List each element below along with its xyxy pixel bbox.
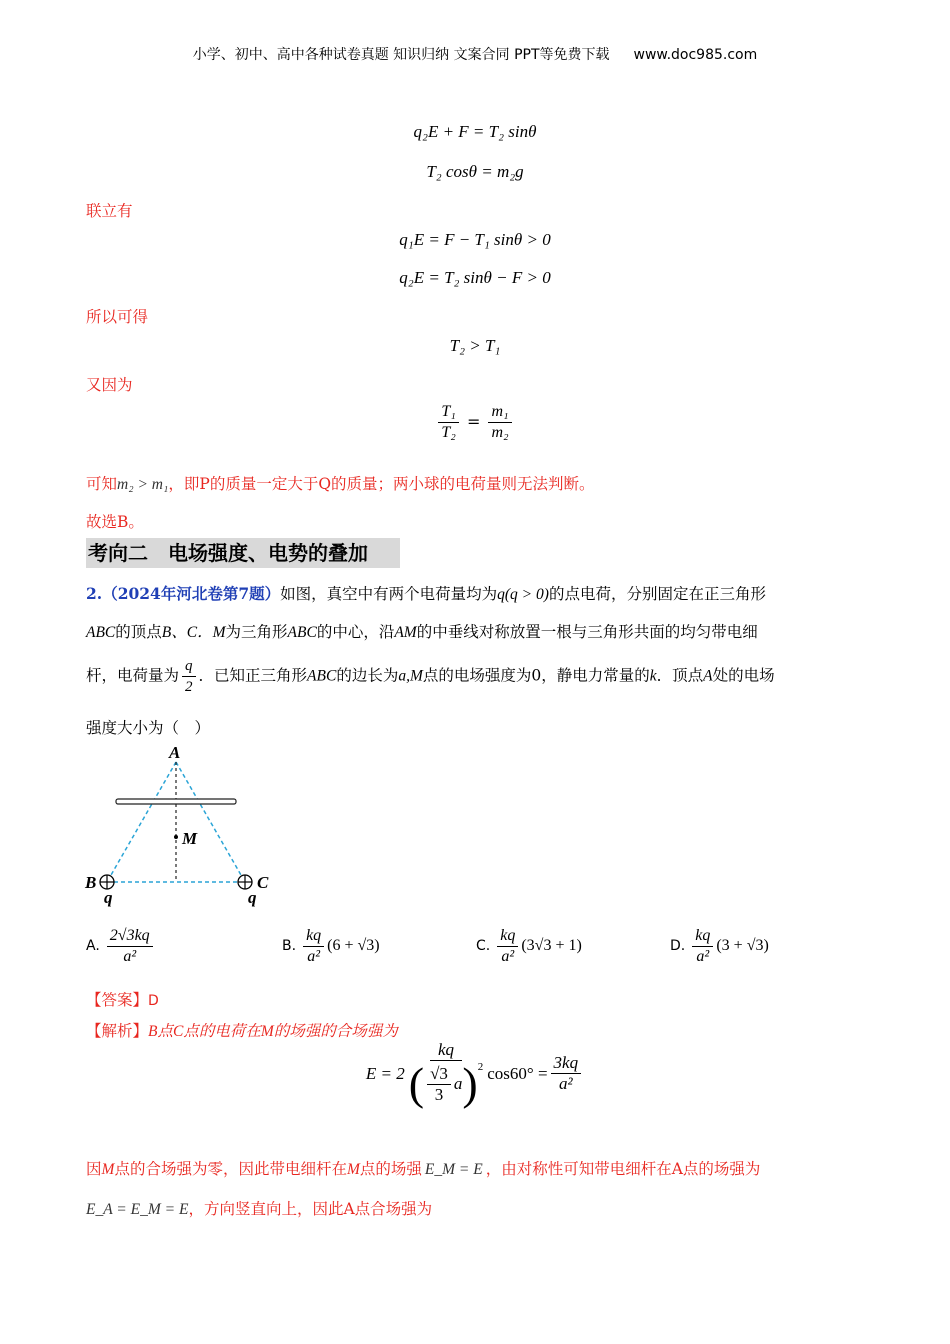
option-b-num: kq	[303, 926, 324, 947]
kezhi-pre: 可知	[86, 475, 118, 493]
triangle-figure	[80, 740, 300, 910]
text-yin	[86, 1157, 760, 1179]
answer-tag: 【答案】	[86, 991, 149, 1009]
option-a-den: a²	[123, 948, 137, 965]
option-b[interactable]	[282, 926, 380, 967]
big-eq-lhs: E = 2	[365, 1063, 405, 1083]
q-am: AM	[394, 624, 417, 641]
equation-3: q₁E = F − T₁ sinθ > 0	[399, 230, 551, 249]
option-d-num: kq	[692, 926, 713, 947]
answer-line	[86, 988, 159, 1010]
option-c-den: a²	[501, 948, 515, 965]
question-line-4: 强度大小为（ ）	[86, 719, 211, 737]
answer-value: D	[148, 993, 159, 1009]
yin-math: E_M = E	[424, 1161, 483, 1178]
side-ac	[176, 762, 245, 882]
text-kezhi	[86, 472, 595, 494]
yin-f: ，由对称性可知带电细杆在A点的场强为	[485, 1160, 761, 1178]
eq6-num-right: m₁	[488, 402, 511, 423]
option-b-tail: (6 + √3)	[327, 937, 380, 955]
question-line-1	[86, 582, 766, 604]
big-eq-rden: a²	[559, 1074, 573, 1093]
option-c-label: C.	[476, 938, 491, 955]
q-frac-den: 2	[185, 679, 193, 695]
big-eq-inner-num: √3	[427, 1064, 451, 1085]
q-line3i: 处的电场	[712, 666, 775, 685]
last-math: E_A = E_M = E	[86, 1201, 189, 1218]
text-suoyi: 所以可得	[86, 308, 149, 326]
q-line2b: B、C．M	[161, 624, 226, 641]
yin-c: 点的合场强为零，因此带电细杆在	[114, 1160, 347, 1178]
q-condition: q(q > 0)	[497, 586, 549, 603]
q-line2e: 的中垂线对称放置一根与三角形共面的均匀带电细	[416, 623, 758, 641]
q-abc-2: ABC	[287, 624, 317, 641]
q-line3f: k	[649, 667, 657, 685]
q-line3g: ．顶点	[656, 666, 704, 685]
option-b-label: B.	[282, 938, 297, 955]
charge-b-icon	[100, 875, 114, 889]
question-number: 2.	[86, 584, 103, 603]
question-line-2	[86, 620, 758, 642]
eq6-num-left: T₁	[438, 402, 458, 423]
option-a-label: A.	[86, 938, 100, 955]
analysis-tag: 【解析】	[86, 1022, 149, 1040]
yin-e: 点的场强	[359, 1160, 422, 1178]
question-source: （2024年河北卷第7题）	[102, 584, 281, 603]
q-line3d: a,M	[398, 667, 423, 685]
yin-b: M	[101, 1161, 115, 1178]
label-qb: q	[104, 888, 113, 907]
big-eq-inner-den: 3	[434, 1084, 444, 1104]
label-qc: q	[248, 888, 257, 907]
option-d-den: a²	[696, 948, 710, 965]
label-a: A	[169, 743, 181, 762]
kezhi-post: ，即P的质量一定大于Q的质量；两小球的电荷量则无法判断。	[168, 475, 595, 493]
yin-a: 因	[86, 1160, 102, 1178]
last-text: ，方向竖直向上，因此A点合场强为	[188, 1200, 433, 1218]
big-eq-rnum: 3kq	[551, 1053, 582, 1074]
q-line2a: 的顶点	[115, 623, 162, 641]
option-c-num: kq	[497, 926, 518, 947]
option-d-label: D.	[670, 938, 686, 955]
equation-5: T₂ > T₁	[449, 336, 501, 355]
q-abc-1: ABC	[86, 624, 116, 641]
q-line1b: 的点电荷，分别固定在正三角形	[548, 585, 766, 603]
eq6-den-right: m₂	[491, 424, 509, 441]
q-line3h: A	[703, 667, 713, 685]
center-point-m	[174, 835, 178, 839]
text-last	[86, 1197, 432, 1219]
option-b-den: a²	[307, 948, 321, 965]
question-line-3	[86, 656, 775, 697]
q-line3e: 点的电场强度为0，静电力常量的	[422, 666, 650, 685]
label-b: B	[85, 873, 97, 892]
page-header	[0, 44, 950, 64]
option-a-num: 2√3kq	[107, 926, 153, 947]
analysis-text: B点C点的电荷在M的场强的合场强为	[148, 1023, 398, 1040]
text-lianli: 联立有	[86, 202, 133, 220]
big-eq-mid: cos60° =	[487, 1063, 548, 1083]
analysis-line	[86, 1019, 398, 1041]
option-c-tail: (3√3 + 1)	[521, 937, 582, 955]
q-line3a: 杆，电荷量为	[86, 666, 180, 685]
q-line2d: 的中心，沿	[316, 623, 395, 641]
option-a[interactable]	[86, 926, 156, 967]
q-line1a: 如图，真空中有两个电荷量均为	[280, 585, 498, 603]
q-abc-3: ABC	[307, 667, 337, 685]
big-eq-inner-var: a	[453, 1074, 463, 1093]
equation-6: $\frac{\text{T₁}}{\text{T₂}}$ = $\frac{\text{m₁}}{\text{m₂}}$	[0, 402, 950, 443]
header-text: 小学、初中、高中各种试卷真题 知识归纳 文案合同 PPT等免费下载	[192, 47, 610, 63]
kezhi-math: m₂ > m₁	[117, 476, 169, 493]
option-c[interactable]	[476, 926, 582, 967]
big-eq-power: 2	[477, 1061, 484, 1073]
q-line3c: 的边长为	[336, 666, 399, 685]
equation-2: T₂ cosθ = m₂g	[426, 162, 524, 181]
label-m: M	[182, 829, 198, 848]
header-site-link[interactable]: www.doc985.com	[633, 47, 758, 63]
option-d-tail: (3 + √3)	[716, 937, 769, 955]
option-d[interactable]	[670, 926, 769, 967]
q-frac-num: q	[182, 656, 196, 677]
label-c: C	[257, 873, 269, 892]
charge-c-icon	[238, 875, 252, 889]
equation-1: q₂E + F = T₂ sinθ	[413, 122, 537, 141]
q-line3b: ．已知正三角形	[198, 666, 308, 685]
text-youyin: 又因为	[86, 376, 133, 394]
section-title: 考向二 电场强度、电势的叠加	[86, 538, 400, 568]
charged-rod	[116, 799, 236, 804]
text-guxuan: 故选B。	[86, 513, 144, 531]
field-equation: E = 2 kq ( $\frac{√3}{3}$ a ) 2 cos60° = $\frac{3kq}{\text{a²}}$	[0, 1040, 950, 1107]
eq6-den-left: T₂	[441, 424, 456, 441]
q-line2c: 为三角形	[225, 623, 288, 641]
side-ab	[107, 762, 176, 882]
big-eq-num: kq	[430, 1040, 462, 1061]
equation-4: q₂E = T₂ sinθ − F > 0	[399, 268, 551, 287]
yin-d: M	[346, 1161, 360, 1178]
